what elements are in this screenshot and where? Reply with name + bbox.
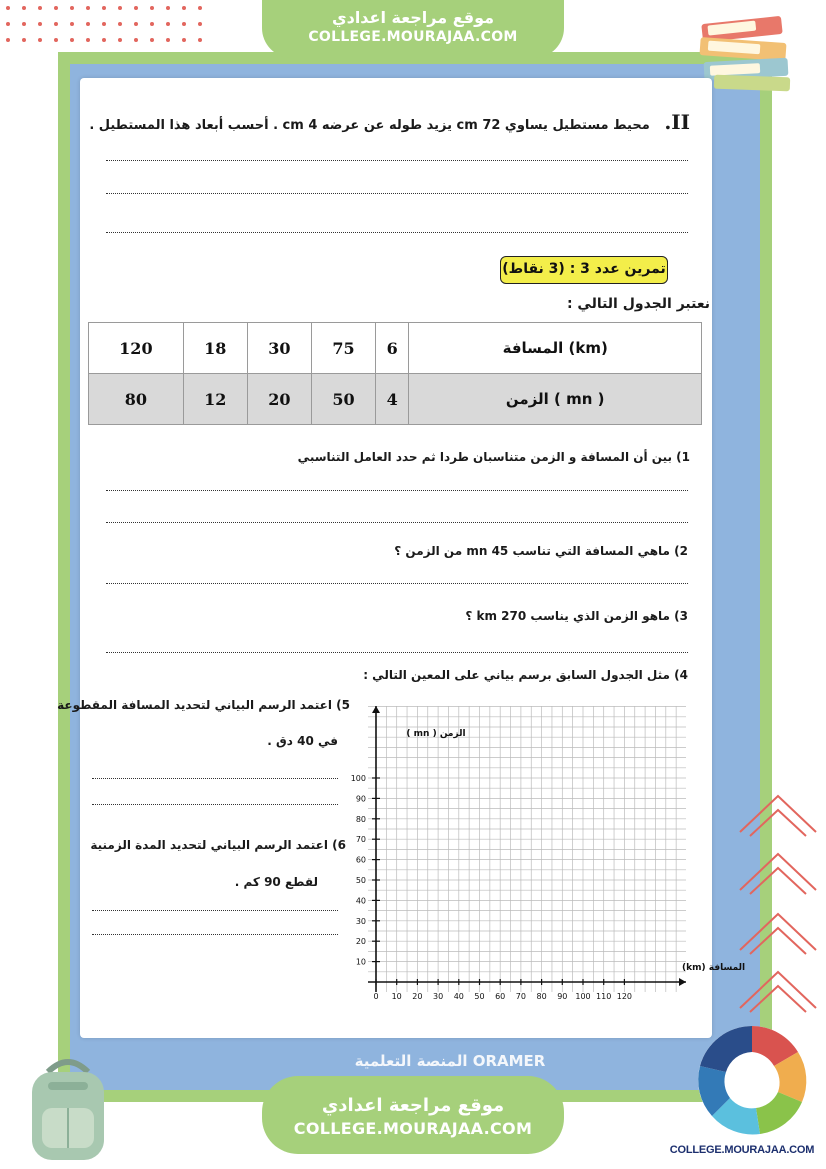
decor-dot [54,22,58,26]
x-tick-label: 30 [433,992,444,1001]
decor-dot [22,22,26,26]
decor-dot [118,22,122,26]
backpack-icon [18,1052,118,1164]
y-tick-label: 70 [355,835,366,845]
answer-line[interactable] [92,910,338,911]
exercise-intro: نعتبر الجدول التالي : [566,296,710,312]
answer-line[interactable] [106,232,688,233]
decor-dot [166,6,170,10]
exercise-badge: تمرين عدد 3 : (3 نقاط) [500,256,668,284]
question-2: 2) ماهي المسافة التي تناسب 45 mn من الزمن ؟ [394,544,688,558]
x-tick-label: 70 [515,992,526,1001]
platform-watermark: المنصة التعلمية ORAMER [354,1052,546,1070]
site-header-pill[interactable] [262,0,564,58]
decor-dot [22,38,26,42]
table-cell: 80 [89,374,184,425]
decor-dot [54,38,58,42]
decor-dot [102,38,106,42]
question-6-line1: 6) اعتمد الرسم البياني لتحديد المدة الزمنية [90,838,346,852]
decor-dot [38,22,42,26]
y-tick-label: 40 [355,896,366,906]
table-cell: 50 [311,374,375,425]
y-tick-label: 80 [355,814,366,824]
decor-dot [182,38,186,42]
chevron-decor-icon [736,790,820,1050]
y-tick-label: 50 [355,876,366,885]
decor-dots [0,0,210,50]
decor-dot [102,22,106,26]
decor-dot [134,22,138,26]
y-tick-label: 60 [355,855,366,865]
table-cell: 6 [376,323,409,374]
answer-line[interactable] [106,522,688,523]
graph-grid-chart[interactable] [340,700,746,1008]
y-tick-label: 30 [355,916,366,926]
decor-dot [6,6,10,10]
section2-prompt: II. محيط مستطيل يساوي 72 cm يزيد طوله عن عرضه 4 cm . أحسب أبعاد هذا المستطيل . [89,110,690,134]
answer-line[interactable] [106,652,688,653]
x-tick-label: 20 [412,992,423,1001]
answer-line[interactable] [92,804,338,805]
decor-dot [198,6,202,10]
table-cell: 75 [311,323,375,374]
decor-dot [198,38,202,42]
y-tick-label: 90 [355,794,366,804]
data-table [88,322,702,425]
table-row [89,323,702,374]
table-cell: 20 [247,374,311,425]
decor-dot [118,6,122,10]
y-axis-label: الزمن ( mn ) [406,729,466,739]
site-footer-pill[interactable] [262,1076,564,1154]
decor-dot [22,6,26,10]
table-row-header: المسافة (km) [409,323,702,374]
decor-dot [134,38,138,42]
site-name: موقع مراجعة اعدادي [331,8,495,27]
y-tick-label: 10 [355,957,366,967]
table-row-header: الزمن ( mn ) [409,374,702,425]
answer-line[interactable] [106,160,688,161]
decor-dot [182,6,186,10]
x-tick-label: 100 [575,992,591,1001]
x-tick-label: 90 [557,992,568,1001]
x-tick-label: 0 [373,992,379,1001]
table-row [89,374,702,425]
x-tick-label: 10 [391,992,402,1001]
decor-dot [134,6,138,10]
decor-dot [6,38,10,42]
site-name: موقع مراجعة اعدادي [321,1095,505,1116]
question-1: 1) بين أن المسافة و الزمن متناسبان طردا ثم حدد العامل التناسبي [297,450,690,464]
decor-dot [86,22,90,26]
decor-dot [166,38,170,42]
subjects-wheel-logo-icon [694,1022,810,1138]
brand-url-bottom[interactable]: COLLEGE.MOURAJAA.COM [669,1144,815,1156]
question-3: 3) ماهو الزمن الذي يناسب 270 km ؟ [465,609,688,623]
decor-dot [54,6,58,10]
x-axis-label: المسافة (km) [682,963,746,973]
x-tick-label: 50 [474,992,485,1001]
decor-dot [150,6,154,10]
answer-line[interactable] [92,778,338,779]
decor-dot [182,22,186,26]
site-url[interactable]: COLLEGE.MOURAJAA.COM [308,29,518,45]
question-5-line1: 5) اعتمد الرسم البياني لتحديد المسافة المقطوعة [57,698,350,712]
answer-line[interactable] [92,934,338,935]
decor-dot [198,22,202,26]
decor-dot [118,38,122,42]
question-6-line2: لقطع 90 كم . [234,875,318,889]
x-tick-label: 120 [616,992,633,1001]
decor-dot [166,22,170,26]
x-tick-label: 60 [495,992,506,1001]
y-tick-label: 20 [355,937,366,947]
question-4: 4) مثل الجدول السابق برسم بياني على المعين التالي : [363,668,688,682]
table-cell: 120 [89,323,184,374]
answer-line[interactable] [106,193,688,194]
decor-dot [150,38,154,42]
decor-dot [150,22,154,26]
x-axis-arrow [679,978,686,986]
y-tick-label: 100 [350,774,366,783]
decor-dot [86,6,90,10]
answer-line[interactable] [106,583,688,584]
decor-dot [70,6,74,10]
decor-dot [70,22,74,26]
decor-dot [6,22,10,26]
x-tick-label: 40 [453,992,464,1001]
x-tick-label: 110 [596,992,612,1001]
table-cell: 12 [183,374,247,425]
table-cell: 18 [183,323,247,374]
x-tick-label: 80 [536,992,547,1001]
decor-dot [102,6,106,10]
question-5-line2: في 40 دق . [267,734,338,748]
decor-dot [86,38,90,42]
y-axis-arrow [372,706,380,713]
site-url[interactable]: COLLEGE.MOURAJAA.COM [293,1119,533,1138]
section2-number: II. [664,110,690,134]
decor-dot [38,6,42,10]
table-cell: 4 [376,374,409,425]
answer-line[interactable] [106,490,688,491]
decor-dot [38,38,42,42]
table-cell: 30 [247,323,311,374]
decor-dot [70,38,74,42]
